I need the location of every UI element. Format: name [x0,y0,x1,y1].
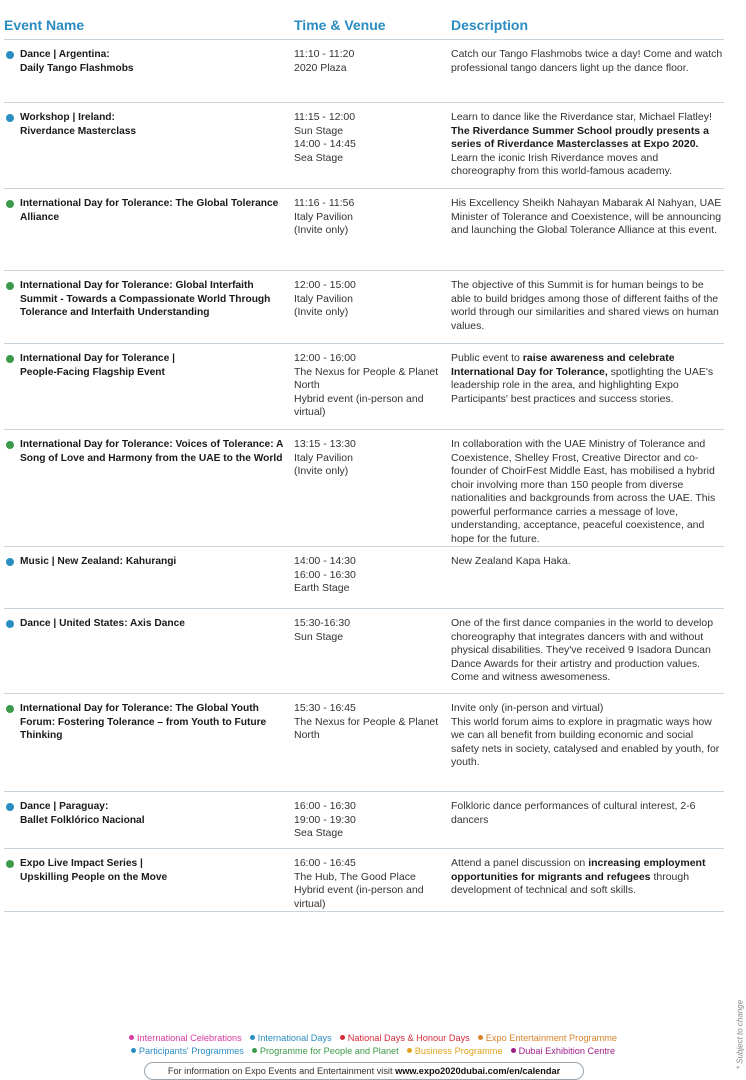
legend-item [129,1033,242,1043]
events-table [4,0,724,912]
category-dot-icon [6,355,14,363]
time-venue-line: Earth Stage [294,582,350,594]
event-name-line: Riverdance Masterclass [20,125,137,137]
event-name-line: Dance | Argentina: [20,49,110,60]
event-name [4,702,294,791]
table-row [4,547,724,609]
header-event-name: Event Name [4,17,85,33]
time-venue-line: 12:00 - 15:00 [294,279,356,291]
event-name-line: Music | New Zealand: Kahurangi [20,556,177,567]
description [451,800,724,848]
category-dot-icon [6,860,14,868]
description [451,111,724,188]
description [451,48,724,102]
description-text: Folkloric dance performances of cultural interest, 2-6 dancers [451,800,696,826]
legend-label: Dubai Exhibition Centre [518,1046,616,1056]
description-text: This world forum aims to explore in pragmatic ways how we can all benefit from building economic and social safety nets in society, catalysed and enabled by youth, for youth. [451,715,720,768]
description [451,352,724,429]
time-venue [294,800,451,848]
table-row [4,609,724,694]
table-row [4,430,724,547]
time-venue [294,279,451,343]
footer-text: For information on Expo Events and Entertainment visit [167,1066,396,1076]
legend-label: National Days & Honour Days [347,1033,470,1043]
time-venue-line: Italy Pavilion [294,210,353,223]
time-venue-line: 11:15 - 12:00 [294,111,356,123]
legend-item [478,1033,617,1043]
calendar-link[interactable]: www.expo2020dubai.com/en/calendar [395,1066,561,1076]
description-text: In collaboration with the UAE Ministry of Tolerance and Coexistence, Shelley Frost, Creative Director and co-founder of ChoirFest Middle East, has mobilised a hybrid choir involving more than 150 people from diverse nationalities and backgrounds from across the UAE. This powerful performance carries a message of love, understanding, acceptance, peaceful coexistence, and hope for the future. [451,438,716,545]
event-name-line: Dance | Paraguay: [20,801,109,812]
header-description: Description [451,17,529,33]
description-text: His Excellency Sheikh Nahayan Mabarak Al Nahyan, UAE Minister of Tolerance and Coexistence, will be announcing and launching the Global Tolerance Alliance at this event. [451,197,722,236]
time-venue-line: Sea Stage [294,827,344,839]
time-venue-line: Hybrid event (in-person and virtual) [294,884,424,910]
legend-label: Business Programme [414,1046,503,1056]
footer-info [144,1062,584,1080]
time-venue-line: Sun Stage [294,124,344,137]
event-name [4,352,294,429]
time-venue [294,617,451,693]
description-text: raise awareness and celebrate International Day for Tolerance, [451,352,675,378]
category-dot-icon [6,114,14,122]
time-venue [294,48,451,102]
category-dot-icon [6,51,14,59]
description-text: Public event to [451,352,523,364]
category-dot-icon [6,441,14,449]
legend-item [511,1046,616,1056]
legend-dot-icon [131,1048,136,1053]
description [451,197,724,270]
subject-to-change-note: * Subject to change [735,999,745,1070]
event-name [4,857,294,911]
category-dot-icon [6,558,14,566]
description-text: One of the first dance companies in the world to develop choreography that integrates dancers with and without physical disabilities. They've received 9 Isadora Duncan Dance Awards for their artistry and production values. Come and witness awesomeness. [451,617,714,683]
legend-label: Participants' Programmes [138,1046,244,1056]
time-venue-line: 12:00 - 16:00 [294,352,356,364]
legend-dot-icon [250,1035,255,1040]
legend-label: Expo Entertainment Programme [485,1033,618,1043]
legend-label: International Celebrations [136,1033,242,1043]
table-row [4,792,724,849]
time-venue [294,702,451,791]
event-name-line: Daily Tango Flashmobs [20,62,134,74]
event-name [4,555,294,608]
description-text: Catch our Tango Flashmobs twice a day! Come and watch professional tango dancers light up the dance floor. [451,48,723,74]
time-venue [294,555,451,608]
event-name-line: Workshop | Ireland: [20,112,115,123]
description-text: New Zealand Kapa Haka. [451,555,571,567]
time-venue-line: Sea Stage [294,151,344,164]
event-name-line: Expo Live Impact Series | [20,858,143,869]
time-venue-line: The Hub, The Good Place [294,870,416,883]
table-body [4,40,724,912]
description-text: The Riverdance Summer School proudly presents a series of Riverdance Masterclasses at Expo 2020. [451,124,709,150]
time-venue-line: 16:00 - 16:45 [294,857,356,869]
description-text: through development of technical and soft skills. [451,870,690,896]
description-text: increasing employment opportunities for migrants and refugees [451,857,706,883]
time-venue [294,438,451,546]
event-name-line: Ballet Folklórico Nacional [20,814,145,826]
table-row [4,189,724,271]
legend-label: International Days [257,1033,332,1043]
table-row [4,103,724,189]
time-venue-line: 15:30 - 16:45 [294,702,356,714]
event-name-line: Dance | United States: Axis Dance [20,618,185,629]
legend-dot-icon [252,1048,257,1053]
table-row [4,849,724,912]
event-name [4,48,294,102]
legend-dot-icon [511,1048,516,1053]
time-venue-line: 13:15 - 13:30 [294,438,356,450]
category-dot-icon [6,705,14,713]
description-text: Learn the iconic Irish Riverdance moves and choreography from this world-famous academy. [451,151,672,177]
event-name-line: International Day for Tolerance: Global Interfaith Summit - Towards a Compassionate World Through Tolerance and Interfaith Understanding [20,280,271,318]
category-dot-icon [6,803,14,811]
table-header [4,0,724,40]
event-name-line: Upskilling People on the Move [20,871,168,883]
description-text: Learn to dance like the Riverdance star, Michael Flatley! [451,111,712,123]
time-venue-line: 11:10 - 11:20 [294,48,355,60]
time-venue-line: 15:30-16:30 [294,617,351,629]
time-venue-line: 14:00 - 14:45 [294,138,356,150]
legend-label: Programme for People and Planet [259,1046,399,1056]
legend-item [250,1033,332,1043]
description [451,702,724,791]
legend-dot-icon [129,1035,134,1040]
event-name [4,438,294,546]
description [451,279,724,343]
category-dot-icon [6,200,14,208]
time-venue-line: 16:00 - 16:30 [294,800,356,812]
time-venue-line: 16:00 - 16:30 [294,568,356,581]
legend-dot-icon [407,1048,412,1053]
time-venue-line: The Nexus for People & Planet North [294,715,439,741]
table-row [4,694,724,792]
time-venue-line: Italy Pavilion [294,292,353,305]
legend-dot-icon [478,1035,483,1040]
time-venue-line: 2020 Plaza [294,61,347,74]
time-venue-line: Italy Pavilion [294,451,353,464]
time-venue-line: Sun Stage [294,630,344,643]
event-name-line: International Day for Tolerance: The Global Youth Forum: Fostering Tolerance – from Youth to Future Thinking [20,703,267,741]
time-venue-line: (Invite only) [294,224,349,236]
event-name [4,111,294,188]
legend-item [131,1046,244,1056]
legend-line-2 [0,1046,746,1056]
event-name-line: People-Facing Flagship Event [20,366,165,378]
legend-item [252,1046,399,1056]
description [451,438,724,546]
description [451,617,724,693]
time-venue-line: Hybrid event (in-person and virtual) [294,392,424,418]
legend-item [340,1033,470,1043]
description [451,555,724,608]
legend-dot-icon [340,1035,345,1040]
description-text: The objective of this Summit is for human beings to be able to build bridges among those of different faiths of the world through our similarities and shared views on human values. [451,279,719,332]
event-name-line: International Day for Tolerance: Voices of Tolerance: A Song of Love and Harmony from the UAE to the World [20,439,284,464]
time-venue-line: The Nexus for People & Planet North [294,365,439,391]
time-venue [294,352,451,429]
description-text: spotlighting the UAE's leadership role in the area, and highlighting Expo Participants' best practices and success stories. [451,365,714,405]
event-name [4,197,294,270]
legend-line-1 [0,1033,746,1043]
legend-item [407,1046,503,1056]
event-name [4,279,294,343]
time-venue-line: (Invite only) [294,306,349,318]
time-venue-line: (Invite only) [294,465,349,477]
time-venue [294,197,451,270]
table-row [4,271,724,344]
time-venue-line: 14:00 - 14:30 [294,555,356,567]
table-row [4,344,724,430]
header-time-venue: Time & Venue [294,17,386,33]
time-venue-line: 19:00 - 19:30 [294,813,356,826]
description-text: Attend a panel discussion on [451,857,589,869]
event-name-line: International Day for Tolerance | [20,353,175,364]
event-name [4,617,294,693]
time-venue [294,857,451,911]
time-venue [294,111,451,188]
description-text: Invite only (in-person and virtual) [451,702,604,714]
table-row [4,40,724,103]
category-dot-icon [6,282,14,290]
description [451,857,724,911]
category-dot-icon [6,620,14,628]
event-name [4,800,294,848]
event-name-line: International Day for Tolerance: The Global Tolerance Alliance [20,198,279,223]
time-venue-line: 11:16 - 11:56 [294,197,355,209]
